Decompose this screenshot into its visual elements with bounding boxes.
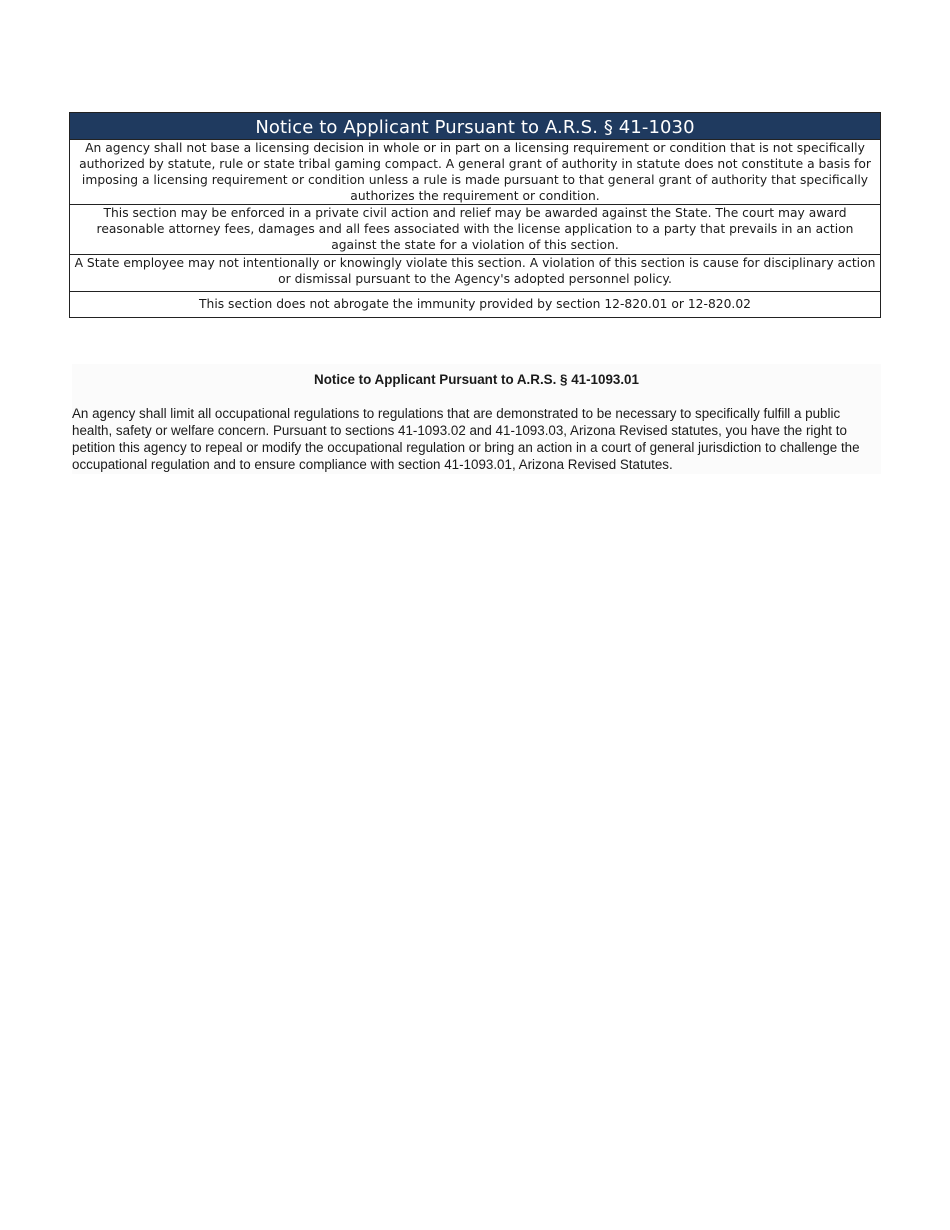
notice-41-1030-table: [69, 112, 881, 318]
notice-41-1030-row-civil-action: This section may be enforced in a private civil action and relief may be awarded against the State. The court may award reasonable attorney fees, damages and all fees associated with the license application to a party that prevails in an action against the state for a violation of this section.: [70, 204, 880, 254]
notice-41-1030-row-immunity: This section does not abrogate the immunity provided by section 12-820.01 or 12-820.02: [70, 291, 880, 317]
notice-41-1030-row-employee: A State employee may not intentionally or knowingly violate this section. A violation of this section is cause for disciplinary action or dismissal pursuant to the Agency's adopted personnel policy.: [70, 254, 880, 291]
notice-41-1093-body: An agency shall limit all occupational regulations to regulations that are demonstrated to be necessary to specifically fulfill a public health, safety or welfare concern. Pursuant to sections 41-1093.02 and 41-1093.03, Arizona Revised statutes, you have the right to petition this agency to repeal or modify the occupational regulation or bring an action in a court of general jurisdiction to challenge the occupational regulation and to ensure compliance with section 41-1093.01, Arizona Revised Statutes.: [72, 406, 860, 472]
notice-41-1030-title: Notice to Applicant Pursuant to A.R.S. § 41-1030: [70, 113, 880, 139]
notice-41-1093-section: [72, 364, 881, 474]
notice-41-1093-title: Notice to Applicant Pursuant to A.R.S. § 41-1093.01: [314, 372, 639, 387]
notice-41-1030-row-licensing: An agency shall not base a licensing decision in whole or in part on a licensing requirement or condition that is not specifically authorized by statute, rule or state tribal gaming compact. A general grant of authority in statute does not constitute a basis for imposing a licensing requirement or condition unless a rule is made pursuant to that general grant of authority that specifically authorizes the requirement or condition.: [70, 139, 880, 204]
